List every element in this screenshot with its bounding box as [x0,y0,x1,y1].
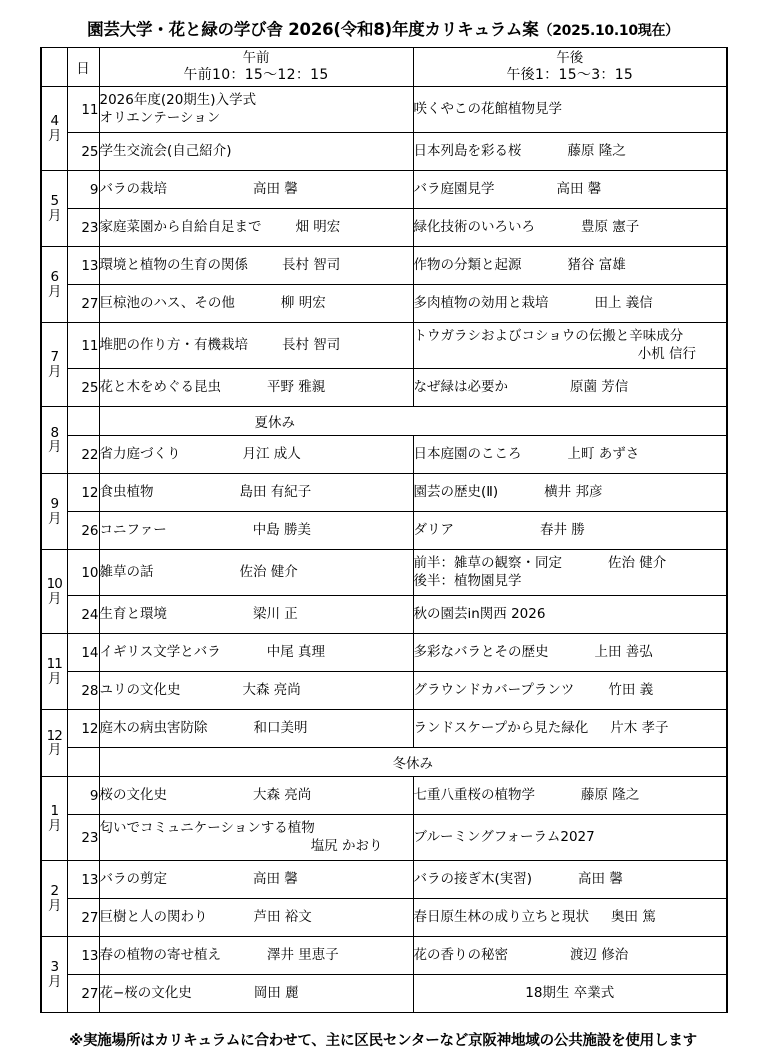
session-topic: バラ庭園見学 高田 馨 [413,180,602,197]
table-row [41,634,727,672]
holiday-day-blank [67,748,99,777]
session-lecturer: 横井 邦彦 [544,483,603,500]
month-number: 4 [50,113,59,130]
session-topic: 春の植物の寄せ植え 澤井 里恵子 [99,946,339,963]
month-label-12 [41,710,67,777]
session-topic: バラの栽培 高田 馨 [99,180,298,197]
table-row [41,369,727,407]
page-title [0,0,766,47]
schedule-table-wrap [0,47,766,1013]
session-lecturer: 平野 雅親 [267,378,326,395]
month-label-6 [41,247,67,323]
session-topic: ユリの文化史 大森 亮尚 [99,681,301,698]
am-session-cell [99,436,413,474]
session-lecturer: 梁川 正 [253,605,298,622]
session-topic: 18期生 卒業式 [525,984,615,1001]
pm-session-cell [413,899,727,937]
day-number: 14 [67,634,99,672]
month-number: 12 [46,727,62,744]
table-row [41,436,727,474]
am-session-cell [99,285,413,323]
session-topic: 堆肥の作り方・有機栽培 長村 智司 [99,336,341,353]
table-row [41,209,727,247]
session-topic: バラの剪定 高田 馨 [99,870,298,887]
month-kanji: 月 [48,127,61,144]
day-number: 27 [67,899,99,937]
month-number: 3 [50,959,59,976]
table-row [41,710,727,748]
table-row [41,247,727,285]
holiday-label: 冬休み [99,748,727,777]
session-topic: ダリア 春井 勝 [413,521,585,538]
am-session-cell [99,861,413,899]
session-topic: 日本庭園のこころ 上町 あずさ [413,445,640,462]
session-topic: ランドスケープから見た緑化 片木 孝子 [413,719,669,736]
month-kanji: 月 [48,670,61,687]
table-row [41,87,727,133]
month-number: 2 [50,883,59,900]
table-row [41,512,727,550]
am-session-cell [99,937,413,975]
pm-session-cell [413,474,727,512]
table-row [41,285,727,323]
day-number: 23 [67,209,99,247]
am-session-cell [99,710,413,748]
month-label-5 [41,171,67,247]
session-lecturer: 渡辺 修治 [570,946,629,963]
session-topic: 咲くやこの花館植物見学 [413,100,562,117]
day-number: 11 [67,323,99,369]
session-lecturer: 島田 有紀子 [239,483,312,500]
month-kanji: 月 [48,973,61,990]
pm-session-cell [413,975,727,1013]
holiday-label: 夏休み [99,407,727,436]
footnote: ※実施場所はカリキュラムに合わせて、主に区民センターなど京阪神地域の公共施設を使用します [69,1033,697,1049]
month-number: 1 [50,803,59,820]
session-lecturer: 小机 信行 [637,345,696,362]
session-topic: 園芸の歴史(Ⅱ) 横井 邦彦 [413,483,603,500]
day-number: 24 [67,596,99,634]
session-topic: 環境と植物の生育の関係 長村 智司 [99,256,341,273]
session-topic: 多彩なバラとその歴史 上田 善弘 [413,643,653,660]
header-month-blank [41,48,67,87]
header-day-label: 日 [67,48,99,87]
am-session-cell [99,815,413,861]
title-asof-text: （2025.10.10現在） [538,23,679,39]
month-label-10 [41,550,67,634]
am-session-cell [99,209,413,247]
day-number: 25 [67,369,99,407]
month-number: 9 [50,496,59,513]
session-topic: バラの接ぎ木(実習) 高田 馨 [413,870,623,887]
table-body [41,48,727,1013]
table-row [41,777,727,815]
session-topic: イギリス文学とバラ 中尾 真理 [99,643,326,660]
pm-session-cell [413,777,727,815]
session-lecturer: 佐治 健介 [239,563,298,580]
month-kanji: 月 [48,817,61,834]
am-session-cell [99,133,413,171]
session-topic: 日本列島を彩る桜 藤原 隆之 [413,142,626,159]
am-session-cell [99,474,413,512]
am-session-cell [99,512,413,550]
session-lecturer: 長村 智司 [282,256,341,273]
session-topic: コニファー 中島 勝美 [99,521,312,538]
day-number: 26 [67,512,99,550]
session-lecturer: 原薗 芳信 [570,378,629,395]
session-lecturer: 塩尻 かおり [310,837,383,854]
session-lecturer: 和口美明 [253,719,308,736]
day-number: 27 [67,285,99,323]
day-number: 9 [67,777,99,815]
session-topic: 家庭菜園から自給自足まで 畑 明宏 [99,218,341,235]
header-am-time: 午前10：15〜12：15 [183,66,329,83]
session-topic: 食虫植物 島田 有紀子 [99,483,312,500]
session-lecturer: 佐治 健介 [608,554,667,571]
am-session-cell [99,899,413,937]
month-kanji: 月 [48,207,61,224]
holiday-row [41,748,727,777]
session-lecturer: 長村 智司 [282,336,341,353]
pm-session-cell [413,323,727,369]
session-lecturer: 藤原 隆之 [581,786,640,803]
am-session-cell [99,171,413,209]
am-session-cell [99,672,413,710]
header-pm-label: 午後 [556,49,584,66]
pm-session-cell [413,247,727,285]
month-number: 10 [46,576,62,593]
day-number: 22 [67,436,99,474]
session-lecturer: 田上 義信 [594,294,653,311]
am-session-cell [99,550,413,596]
table-row [41,323,727,369]
day-number: 28 [67,672,99,710]
day-number: 12 [67,710,99,748]
session-topic: 作物の分類と起源 猪谷 富雄 [413,256,626,273]
session-lecturer: 大森 亮尚 [242,681,301,698]
session-topic: 七重八重桜の植物学 藤原 隆之 [413,786,640,803]
session-topic: 前半：雑草の観察・同定 佐治 健介 [413,554,667,571]
month-label-8 [41,407,67,474]
session-topic: 春日原生林の成り立ちと現状 奥田 篤 [413,908,656,925]
month-number: 7 [50,349,59,366]
session-lecturer: 畑 明宏 [295,218,341,235]
day-number: 13 [67,247,99,285]
session-topic: 省力庭づくり 月江 成人 [99,445,301,462]
day-number: 11 [67,87,99,133]
session-lecturer: 猪谷 富雄 [567,256,626,273]
am-session-cell [99,323,413,369]
am-session-cell [99,87,413,133]
session-lecturer: 豊原 憲子 [581,218,640,235]
session-lecturer: 高田 馨 [253,870,298,887]
session-lecturer: 高田 馨 [578,870,623,887]
session-lecturer: 大森 亮尚 [253,786,312,803]
month-kanji: 月 [48,363,61,380]
pm-session-cell [413,672,727,710]
header-am-label: 午前 [242,49,270,66]
session-topic: ブルーミングフォーラム2027 [413,828,595,845]
month-label-11 [41,634,67,710]
pm-session-cell [413,133,727,171]
month-number: 11 [46,656,62,673]
day-number: 25 [67,133,99,171]
pm-session-cell [413,87,727,133]
session-topic: 雑草の話 佐治 健介 [99,563,298,580]
session-topic: 庭木の病虫害防除 和口美明 [99,719,308,736]
header-am [99,48,413,87]
table-row [41,975,727,1013]
session-topic-line2: オリエンテーション [99,109,221,126]
month-kanji: 月 [48,283,61,300]
pm-session-cell [413,369,727,407]
session-topic: なぜ緑は必要か 原薗 芳信 [413,378,629,395]
table-row [41,861,727,899]
day-number: 13 [67,861,99,899]
session-lecturer: 高田 馨 [556,180,602,197]
am-session-cell [99,247,413,285]
table-row [41,815,727,861]
session-lecturer: 片木 孝子 [610,719,669,736]
session-topic: 緑化技術のいろいろ 豊原 憲子 [413,218,640,235]
month-number: 8 [50,424,59,441]
month-kanji: 月 [48,439,61,455]
day-number: 10 [67,550,99,596]
session-topic: 多肉植物の効用と栽培 田上 義信 [413,294,653,311]
pm-session-cell [413,815,727,861]
table-row [41,133,727,171]
pm-session-cell [413,512,727,550]
session-lecturer: 中尾 真理 [266,643,326,660]
pm-session-cell [413,710,727,748]
month-kanji: 月 [48,510,61,527]
day-number: 13 [67,937,99,975]
day-number: 9 [67,171,99,209]
pm-session-cell [413,550,727,596]
session-topic: 桜の文化史 大森 亮尚 [99,786,312,803]
session-topic: 巨樹と人の関わり 芦田 裕文 [99,908,312,925]
table-row [41,937,727,975]
session-topic: 匂いでコミュニケーションする植物 [99,819,315,836]
session-topic: 巨椋池のハス、その他 柳 明宏 [99,294,326,311]
table-row [41,171,727,209]
session-topic: 2026年度(20期生)入学式 [99,91,257,108]
am-session-cell [99,777,413,815]
table-row [41,550,727,596]
month-kanji: 月 [48,742,61,758]
pm-session-cell [413,937,727,975]
am-session-cell [99,596,413,634]
pm-session-cell [413,596,727,634]
month-label-7 [41,323,67,407]
table-row [41,474,727,512]
table-row [41,672,727,710]
header-pm-time: 午後1：15〜3：15 [506,66,634,83]
session-topic: トウガラシおよびコショウの伝搬と辛味成分 [413,327,684,344]
am-session-cell [99,634,413,672]
pm-session-cell [413,209,727,247]
session-lecturer: 芦田 裕文 [253,908,312,925]
pm-session-cell [413,436,727,474]
session-lecturer: 月江 成人 [242,445,301,462]
session-topic-line2: 後半：植物園見学 [413,572,522,589]
session-lecturer: 澤井 里恵子 [267,946,339,963]
pm-session-cell [413,861,727,899]
table-header-row [41,48,727,87]
am-session-cell [99,369,413,407]
session-lecturer: 奥田 篤 [611,908,656,925]
month-label-3 [41,937,67,1013]
month-label-1 [41,777,67,861]
day-number: 12 [67,474,99,512]
session-lecturer: 竹田 義 [608,681,654,698]
month-label-2 [41,861,67,937]
session-lecturer: 中島 勝美 [252,521,312,538]
title-main-text: 園芸大学・花と緑の学び舎 2026(令和8)年度カリキュラム案 [87,20,539,39]
session-topic: 秋の園芸in関西 2026 [413,605,546,622]
session-lecturer: 柳 明宏 [280,294,326,311]
day-number: 27 [67,975,99,1013]
session-topic: 学生交流会(自己紹介) [99,142,232,159]
pm-session-cell [413,171,727,209]
session-topic: 花の香りの秘密 渡辺 修治 [413,946,629,963]
pm-session-cell [413,634,727,672]
session-lecturer: 春井 勝 [540,521,585,538]
session-lecturer: 上田 善弘 [594,643,653,660]
session-lecturer: 藤原 隆之 [567,142,626,159]
table-row [41,596,727,634]
session-lecturer: 岡田 麗 [253,984,299,1001]
holiday-row [41,407,727,436]
month-label-4 [41,87,67,171]
table-row [41,899,727,937]
session-topic: 花−桜の文化史 岡田 麗 [99,984,299,1001]
session-topic: グラウンドカバープランツ 竹田 義 [413,681,654,698]
month-number: 5 [50,193,59,210]
session-lecturer: 高田 馨 [253,180,298,197]
pm-session-cell [413,285,727,323]
day-number: 23 [67,815,99,861]
session-topic: 花と木をめぐる昆虫 平野 雅親 [99,378,326,395]
session-topic: 生育と環境 梁川 正 [99,605,298,622]
header-pm [413,48,727,87]
am-session-cell [99,975,413,1013]
month-number: 6 [50,269,59,286]
session-lecturer: 上町 あずさ [567,445,640,462]
holiday-day-blank [67,407,99,436]
month-kanji: 月 [48,590,61,607]
curriculum-table [40,47,728,1013]
month-label-9 [41,474,67,550]
month-kanji: 月 [48,897,61,914]
